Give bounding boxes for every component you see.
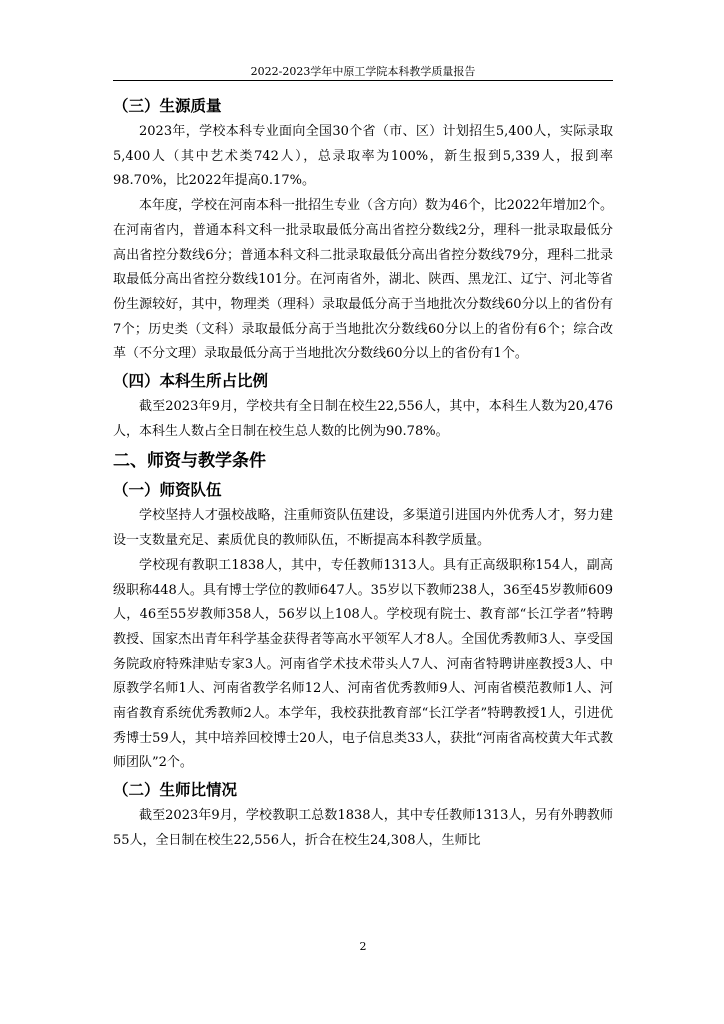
paragraph-enrollment: 2023年，学校本科专业面向全国30个省（市、区）计划招生5,400人，实际录取5,400人（其中艺术类742人），总录取率为100%，新生报到5,339人，报到率98.70%，比2022年提高0.17%。 (113, 124, 613, 189)
heading-faculty-team: （一）师资队伍 (113, 481, 222, 500)
paragraph-talent-strategy: 学校坚持人才强校战略，注重师资队伍建设，多渠道引进国内外优秀人才，努力建设一支数量充足、素质优良的教师队伍，不断提高本科教学质量。 (113, 508, 613, 549)
paragraph-admission-scores: 本年度，学校在河南本科一批招生专业（含方向）数为46个，比2022年增加2个。在河南省内，普通本科文科一批录取最低分高出省控分数线2分，理科一批录取最低分高出省控分数线6分；普通本科文科二批录取最低分高出省控分数线79分，理科二批录取最低分高出省控分数线101分。在河南省外，湖北、陕西、黑龙江、辽宁、河北等省份生源较好，其中，物理类（理科）录取最低分高于当地批次分数线60分以上的省份有7个；历史类（文科）录取最低分高于当地批次分数线60分以上的省份有6个；综合改革（不分文理）录取最低分高于当地批次分数线60分以上的省份有1个。 (113, 198, 613, 362)
chapter-heading-faculty: 二、师资与教学条件 (113, 451, 266, 472)
paragraph-faculty-stats: 学校现有教职工1838人，其中，专任教师1313人。具有正高级职称154人，副高级职称448人。具有博士学位的教师647人。35岁以下教师238人，36至45岁教师609人，46至55岁教师358人，56岁以上108人。学校现有院士、教育部“长江学者”特聘教授、国家杰出青年科学基金获得者等高水平领军人才8人。全国优秀教师3人、享受国务院政府特殊津贴专家3人。河南省学术技术带头人7人、河南省特聘讲座教授3人、中原教学名师1人、河南省教学名师12人、河南省优秀教师9人、河南省模范教师1人、河南省教育系统优秀教师2人。本学年，我校获批教育部“长江学者”特聘教授1人，引进优秀博士59人，其中培养回校博士20人，电子信息类33人，获批“河南省高校黄大年式教师团队”2个。 (113, 557, 613, 771)
paragraph-undergraduate-ratio: 截至2023年9月，学校共有全日制在校生22,556人，其中，本科生人数为20,476人，本科生人数占全日制在校生总人数的比例为90.78%。 (113, 399, 613, 439)
heading-student-quality: （三）生源质量 (113, 97, 222, 115)
paragraph-student-teacher-ratio: 截至2023年9月，学校教职工总数1838人，其中专任教师1313人，另有外聘教师55人，全日制在校生22,556人，折合在校生24,308人，生师比 (113, 808, 613, 848)
header-rule (113, 80, 613, 81)
running-header: 2022-2023学年中原工学院本科教学质量报告 (250, 65, 476, 78)
heading-undergraduate-ratio: （四）本科生所占比例 (113, 372, 269, 391)
heading-student-teacher-ratio: （二）生师比情况 (113, 781, 238, 800)
page-number: 2 (359, 940, 367, 953)
document-body (113, 92, 613, 854)
